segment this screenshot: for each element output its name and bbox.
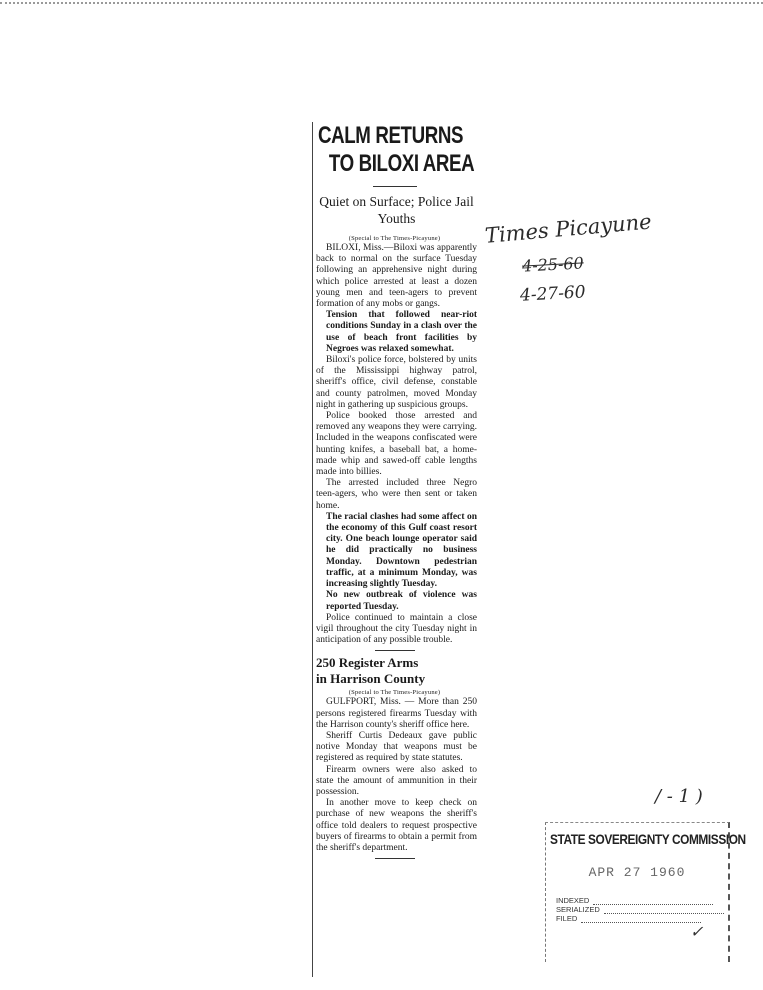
stamp-field [556,905,728,914]
secondary-headline-line-2: in Harrison County [316,671,426,687]
headline [318,122,475,178]
handwritten-date: 4-27-60 [519,282,587,306]
secondary-headline-line-1: 250 Register Arms [316,655,419,671]
section-divider [375,650,415,651]
commission-stamp [545,822,746,962]
article-body-2 [316,697,477,854]
article-paragraph: Tension that followed near-riot conditions Sunday in a clash over the use of beach front facilities by Negroes was relaxed somewhat. [326,310,477,354]
stamp-field-label: INDEXED [556,896,590,905]
article-paragraph: The arrested included three Negro teen-agers, who were then sent or taken home. [316,478,477,511]
stamp-date: APR 27 1960 [588,865,686,880]
stamp-field-line [593,898,713,905]
wire-credit: (Special to The Times-Picayune) [348,235,441,242]
headline-line-2: TO BILOXI AREA [328,150,475,177]
stamp-field-line [604,907,724,914]
article-paragraph: BILOXI, Miss.—Biloxi was apparently back to normal on the surface Tuesday following an apprehensive night during which police arrested at least a dozen young men and teen-agers to prevent formation of any mobs or gangs. [316,243,477,310]
stamp-field-line [581,916,701,923]
stamp-field-label: FILED [556,914,578,923]
handwritten-check-mark: ✓ [690,922,704,941]
article-paragraph: Sheriff Curtis Dedeaux gave public notive Monday that weapons must be registered as required by state statutes. [316,730,477,764]
handwritten-corner-mark: / - 1 ) [655,786,703,807]
article-paragraph: Firearm owners were also asked to state the amount of ammunition in their possession. [316,764,477,797]
article-paragraph: The racial clashes had some affect on the economy of this Gulf coast resort city. One beach lounge operator said he did practically no business Monday. Downtown pedestrian traffic, at a minimum Monday, was increasing slightly Tuesday. [326,511,477,590]
stamp-title: STATE SOVEREIGNTY COMMISSION [550,831,746,847]
clipping-edge-rule [312,122,313,977]
subheadline: Quiet on Surface; Police Jail Youths [319,194,474,226]
newspaper-clipping [312,122,477,982]
article-paragraph: No new outbreak of violence was reported Tuesday. [326,590,477,612]
article-paragraph: Biloxi's police force, bolstered by units of the Mississippi highway patrol, sheriff's office, civil defense, constable and county patrolmen, moved Monday night in gathering up suspicious groups. [316,355,477,410]
scan-edge-dots [0,2,763,4]
stamp-fields [556,896,728,923]
article-paragraph: In another move to keep check on purchase of new weapons the sheriff's office told dealers to request prospective buyers of firearms to obtain a permit from the sheriff's department. [316,798,477,853]
stamp-field [556,896,728,905]
article-paragraph: Police booked those arrested and removed any weapons they were carrying. Included in the weapons confiscated were hunting knifes, a baseball bat, a home-made whip and sawed-off cable lengths made into billies. [316,411,477,478]
stamp-field-label: SERIALIZED [556,905,600,914]
headline-divider [373,186,417,187]
handwritten-publication: Times Picayune [484,209,653,248]
article-paragraph: GULFPORT, Miss. — More than 250 persons registered firearms Tuesday with the Harrison county's sheriff office here. [316,697,477,730]
end-rule [375,858,415,859]
headline-line-1: CALM RETURNS [318,122,464,149]
secondary-headline [316,655,477,687]
wire-credit-2: (Special to The Times-Picayune) [348,689,441,697]
handwritten-struck-date: 4-25-60 [521,253,585,276]
article-paragraph: Police continued to maintain a close vigil throughout the city Tuesday night in anticipation of any possible trouble. [316,612,477,646]
article-body [316,243,477,646]
